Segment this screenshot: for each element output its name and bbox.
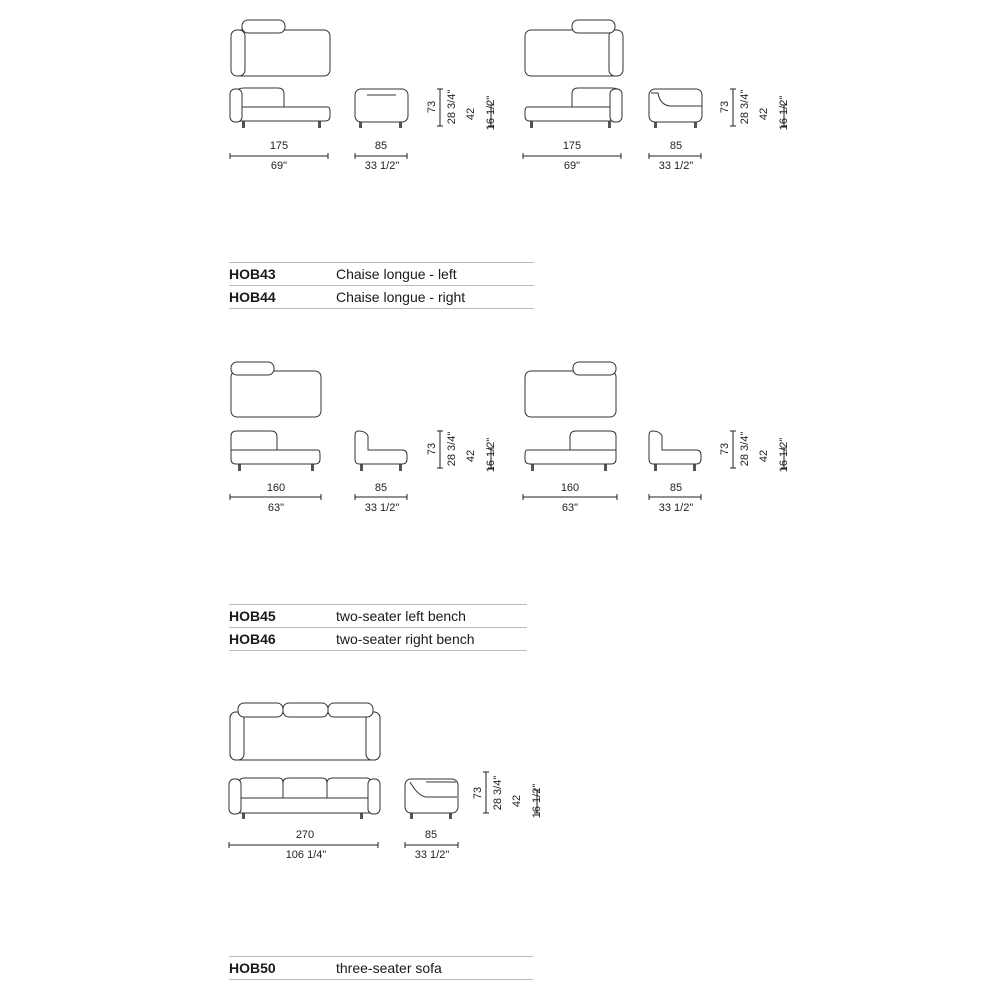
chaise-right-height-in: 28 3/4" bbox=[739, 89, 751, 125]
bench-right-plan-view bbox=[525, 362, 616, 417]
spec-code: HOB43 bbox=[229, 266, 276, 282]
sofa-seat-in: 16 1/2" bbox=[531, 783, 543, 819]
bench-right-drawing bbox=[523, 362, 790, 514]
bench-right-depth-in: 33 1/2" bbox=[658, 502, 694, 514]
chaise-right-height-cm: 73 bbox=[719, 100, 731, 114]
bench-left-side-view bbox=[355, 431, 407, 471]
chaise-left-length-in: 69" bbox=[270, 160, 288, 172]
bench-right-length-in: 63" bbox=[561, 502, 579, 514]
sofa-height-cm: 73 bbox=[472, 786, 484, 800]
chaise-left-height-cm: 73 bbox=[426, 100, 438, 114]
sofa-front-view bbox=[229, 778, 380, 819]
bench-left-depth-cm: 85 bbox=[374, 482, 388, 494]
sofa-side-view bbox=[405, 779, 458, 819]
spec-row-hob50 bbox=[229, 956, 533, 980]
bench-left-seat-cm: 42 bbox=[465, 449, 477, 463]
bench-left-length-in: 63" bbox=[267, 502, 285, 514]
sofa-height-in: 28 3/4" bbox=[492, 775, 504, 811]
sofa-seat-cm: 42 bbox=[511, 794, 523, 808]
chaise-left-drawing bbox=[230, 20, 497, 172]
chaise-right-length-cm: 175 bbox=[562, 140, 582, 152]
bench-right-seat-in: 16 1/2" bbox=[778, 437, 790, 473]
sofa-depth-cm: 85 bbox=[424, 829, 438, 841]
chaise-left-depth-in: 33 1/2" bbox=[364, 160, 400, 172]
bench-left-drawing bbox=[230, 362, 497, 514]
bench-left-front-view bbox=[231, 431, 320, 471]
bench-right-depth-cm: 85 bbox=[669, 482, 683, 494]
sofa-length-in: 106 1/4" bbox=[285, 849, 327, 861]
spec-row-hob45 bbox=[229, 604, 527, 628]
sofa-depth-in: 33 1/2" bbox=[414, 849, 450, 861]
chaise-left-seat-cm: 42 bbox=[465, 107, 477, 121]
spec-description: three-seater sofa bbox=[336, 960, 442, 976]
bench-left-height-in: 28 3/4" bbox=[446, 431, 458, 467]
chaise-right-side-view bbox=[649, 89, 702, 128]
chaise-right-depth-in: 33 1/2" bbox=[658, 160, 694, 172]
spec-row-hob44 bbox=[229, 286, 534, 309]
chaise-left-side-view bbox=[355, 89, 408, 128]
spec-code: HOB50 bbox=[229, 960, 276, 976]
bench-left-plan-view bbox=[231, 362, 321, 417]
spec-description: Chaise longue - right bbox=[336, 289, 466, 305]
bench-right-height-cm: 73 bbox=[719, 442, 731, 456]
spec-row-hob43 bbox=[229, 262, 534, 286]
bench-left-depth-in: 33 1/2" bbox=[364, 502, 400, 514]
bench-left-length-cm: 160 bbox=[266, 482, 286, 494]
sofa-plan-view bbox=[230, 703, 380, 760]
bench-right-front-view bbox=[525, 431, 616, 471]
spec-code: HOB46 bbox=[229, 631, 276, 647]
chaise-right-length-in: 69" bbox=[563, 160, 581, 172]
bench-right-seat-cm: 42 bbox=[758, 449, 770, 463]
spec-code: HOB45 bbox=[229, 608, 276, 624]
chaise-right-front-view bbox=[525, 88, 622, 128]
chaise-left-plan-view bbox=[231, 20, 330, 76]
spec-code: HOB44 bbox=[229, 289, 276, 305]
chaise-left-front-view bbox=[230, 88, 330, 128]
bench-right-length-cm: 160 bbox=[560, 482, 580, 494]
spec-description: two-seater right bench bbox=[336, 631, 475, 647]
sofa-drawing bbox=[229, 703, 543, 861]
bench-right-height-in: 28 3/4" bbox=[739, 431, 751, 467]
spec-description: two-seater left bench bbox=[336, 608, 466, 624]
bench-left-height-cm: 73 bbox=[426, 442, 438, 456]
spec-description: Chaise longue - left bbox=[336, 266, 457, 282]
chaise-left-depth-cm: 85 bbox=[374, 140, 388, 152]
chaise-right-drawing bbox=[523, 20, 790, 172]
chaise-right-seat-cm: 42 bbox=[758, 107, 770, 121]
chaise-left-length-cm: 175 bbox=[269, 140, 289, 152]
bench-right-side-view bbox=[649, 431, 701, 471]
chaise-right-seat-in: 16 1/2" bbox=[778, 95, 790, 131]
chaise-left-seat-in: 16 1/2" bbox=[485, 95, 497, 131]
chaise-right-depth-cm: 85 bbox=[669, 140, 683, 152]
chaise-right-plan-view bbox=[525, 20, 623, 76]
bench-left-seat-in: 16 1/2" bbox=[485, 437, 497, 473]
chaise-left-height-in: 28 3/4" bbox=[446, 89, 458, 125]
sofa-length-cm: 270 bbox=[295, 829, 315, 841]
spec-row-hob46 bbox=[229, 628, 527, 651]
